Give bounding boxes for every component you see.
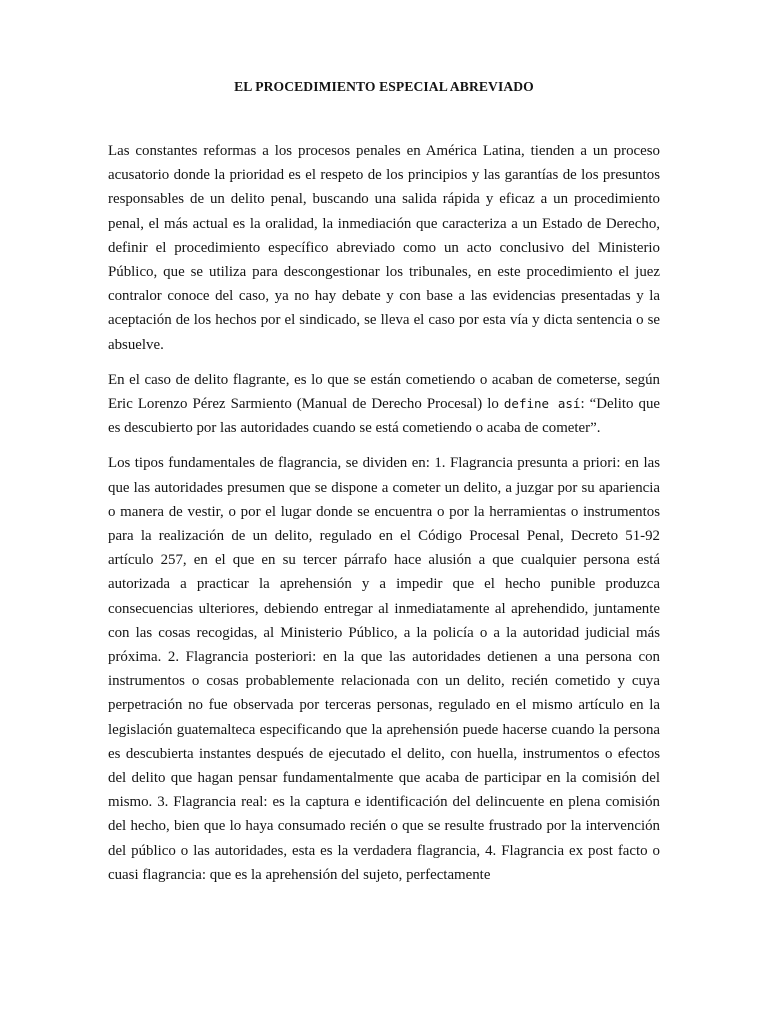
paragraph-delito-flagrante-text-start: En el caso de delito flagrante, es lo que se están cometiendo o acaban de cometerse, según Eric Lorenzo Pérez Sarmiento (Manual de Derecho Procesal) lo	[108, 371, 660, 413]
paragraph-tipos-flagrancia: Los tipos fundamentales de flagrancia, se dividen en: 1. Flagrancia presunta a priori: en las que las autoridades presumen que se dispone a cometer un delito, a juzgar por su apariencia o manera de vestir, o por el lugar donde se encuentra o por la herramientas o instrumentos para la realización de un delito, regulado en el Código Procesal Penal, Decreto 51-92 artículo 257, en el que en su tercer párrafo hace alusión a que cualquier persona está autorizada a practicar la aprehensión y a impedir que el hecho punible produzca consecuencias ulteriores, debiendo entregar al inmediatamente al aprehendido, juntamente con las cosas recogidas, al Ministerio Público, a la policía o a la autoridad judicial más próxima. 2. Flagrancia posteriori: en la que las autoridades detienen a una persona con instrumentos o cosas probablemente relacionada con un delito, recién cometido y cuya perpetración no fue observada por terceras personas, regulado en el mismo artículo en la legislación guatemalteca especificando que la aprehensión puede hacerse cuando la persona es descubierta instantes después de ejecutado el delito, con huella, instrumentos o efectos del delito que hagan pensar fundamentalmente que acaba de participar en la comisión del mismo. 3. Flagrancia real: es la captura e identificación del delincuente en plena comisión del hecho, bien que lo haya consumado recién o que se resulte frustrado por la intervención del público o las autoridades, esta es la verdadera flagrancia, 4. Flagrancia ex post facto o cuasi flagrancia: que es la aprehensión del sujeto, perfectamente	[108, 455, 660, 883]
document-body	[108, 139, 660, 898]
paragraph-delito-flagrante-text-end: : “Delito que es descubierto por las autoridades cuando se está cometiendo o acaba de cometer”.	[108, 396, 660, 437]
paragraph-reformas: Las constantes reformas a los procesos penales en América Latina, tienden a un proceso acusatorio donde la prioridad es el respeto de los principios y las garantías de los presuntos responsables de un delito penal, buscando una salida rápida y eficaz a un procedimiento penal, el más actual es la oralidad, la inmediación que caracteriza a un Estado de Derecho, definir el procedimiento específico abreviado como un acto conclusivo del Ministerio Público, que se utiliza para descongestionar los tribunales, en este procedimiento el juez contralor conoce del caso, ya no hay debate y con base a las evidencias presentadas y la aceptación de los hechos por el sindicado, se lleva el caso por esta vía y dicta sentencia o se absuelve.	[108, 143, 660, 353]
paragraph-delito-flagrante	[108, 368, 660, 441]
document-title: EL PROCEDIMIENTO ESPECIAL ABREVIADO	[234, 79, 534, 94]
paragraph-delito-flagrante-monospace-text: define así	[503, 396, 581, 412]
